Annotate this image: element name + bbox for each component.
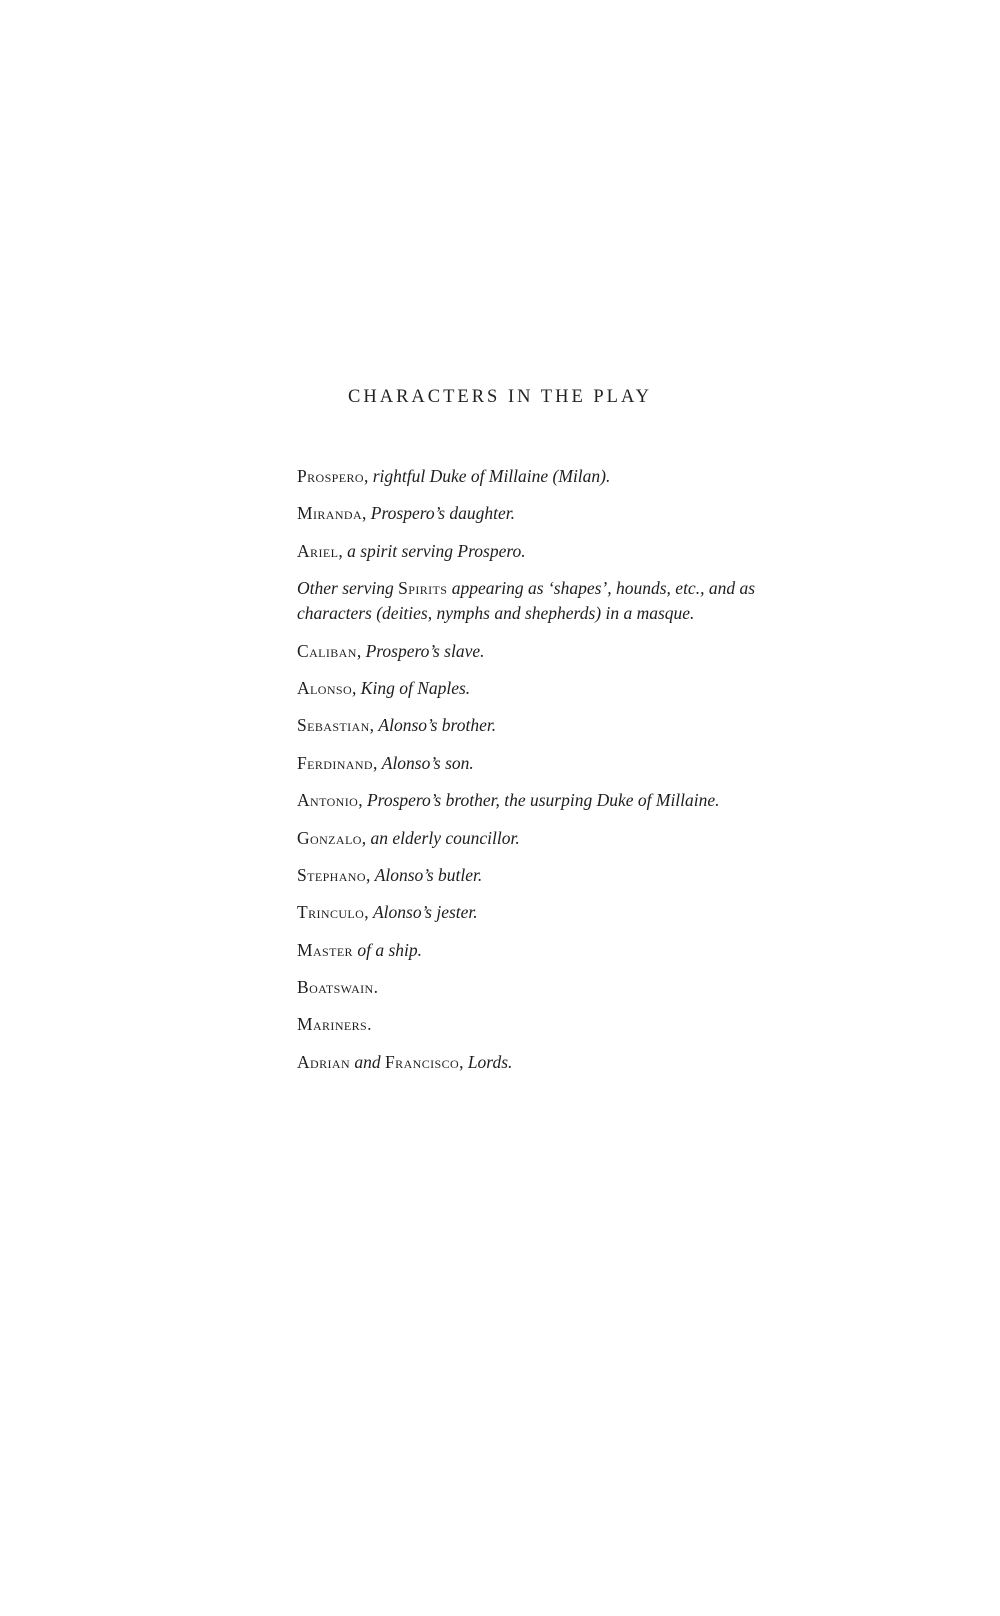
character-description: Alonso’s jester.: [372, 902, 478, 923]
character-description: King of Naples.: [360, 677, 471, 698]
character-description: of a ship.: [357, 939, 423, 960]
character-name: Alonso: [297, 677, 353, 698]
separator: .: [367, 1014, 372, 1035]
character-description: Alonso’s brother.: [378, 715, 497, 736]
separator: ,: [362, 503, 371, 524]
list-item: [297, 826, 817, 851]
list-item: [297, 713, 817, 738]
character-name: Ferdinand: [297, 752, 373, 773]
list-item: [297, 501, 817, 526]
character-name: Adrian: [297, 1051, 351, 1072]
cast-list: [297, 464, 817, 1087]
separator: ,: [459, 1051, 468, 1072]
character-name: Stephano: [297, 864, 366, 885]
separator: ,: [364, 902, 373, 923]
page-title: CHARACTERS IN THE PLAY: [348, 387, 652, 407]
separator: .: [373, 977, 378, 998]
list-item: [297, 576, 817, 626]
separator: ,: [352, 677, 361, 698]
character-name: Boatswain: [297, 977, 374, 998]
character-description: Prospero’s slave.: [365, 640, 485, 661]
character-description: Prospero’s daughter.: [370, 503, 516, 524]
character-description: rightful Duke of Millaine (Milan).: [372, 466, 611, 486]
character-description: an elderly councillor.: [370, 827, 520, 848]
character-description-prefix: Other serving: [297, 578, 399, 599]
list-item: [297, 1012, 817, 1037]
separator: ,: [361, 827, 371, 848]
list-item: [297, 938, 817, 963]
list-item: [297, 900, 817, 925]
character-description: appearing as ‘shapes’, hounds, etc., and as characters (deities, nymphs and shepherds) in a masque.: [297, 578, 756, 624]
list-item: [297, 1050, 817, 1075]
character-name: Miranda: [297, 503, 363, 524]
separator: ,: [363, 466, 373, 486]
character-name: Caliban: [297, 640, 357, 661]
list-item: [297, 639, 817, 664]
character-name: Spirits: [398, 578, 448, 599]
list-item: [297, 539, 817, 564]
list-item: [297, 863, 817, 888]
character-name: Sebastian: [297, 715, 370, 736]
character-name: Gonzalo: [297, 827, 362, 848]
character-name: Master: [297, 939, 353, 960]
separator: ,: [358, 790, 367, 811]
character-description: Lords.: [467, 1051, 513, 1072]
separator: ,: [338, 540, 348, 561]
list-item: [297, 975, 817, 1000]
list-item: [297, 464, 817, 489]
list-item: [297, 676, 817, 701]
character-name-2: Francisco: [385, 1051, 460, 1072]
character-name: Antonio: [297, 790, 359, 811]
character-description: a spirit serving Prospero.: [347, 540, 526, 561]
character-name: Trinculo: [297, 902, 365, 923]
separator: ,: [373, 752, 382, 773]
character-name: Prospero: [297, 466, 364, 486]
character-joiner: and: [350, 1051, 386, 1072]
character-description: Prospero’s brother, the usurping Duke of Millaine.: [366, 790, 720, 811]
character-description: Alonso’s butler.: [374, 864, 483, 885]
character-name: Mariners: [297, 1014, 368, 1035]
list-item: [297, 751, 817, 776]
separator: ,: [356, 640, 366, 661]
list-item: [297, 788, 817, 813]
separator: ,: [369, 715, 379, 736]
character-description: Alonso’s son.: [381, 752, 474, 773]
character-name: Ariel: [297, 540, 339, 561]
separator: ,: [365, 864, 375, 885]
